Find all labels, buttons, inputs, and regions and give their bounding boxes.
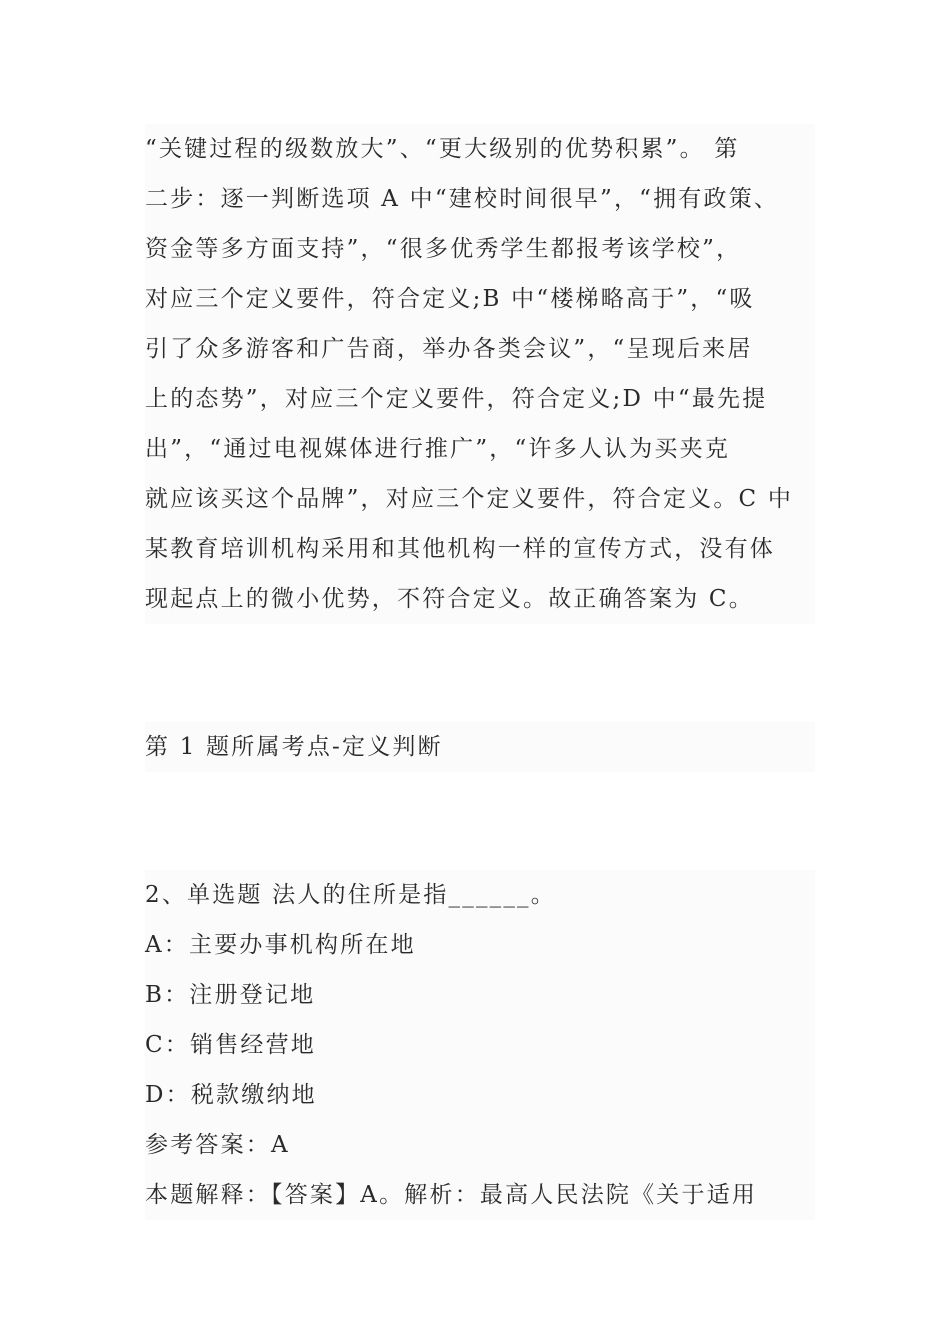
option-c: C：销售经营地 — [145, 1032, 316, 1058]
question-title: 2、单选题 法人的住所是指______。 — [145, 882, 556, 908]
reference-answer: 参考答案：A — [145, 1132, 290, 1158]
option-b: B：注册登记地 — [145, 982, 316, 1008]
explanation-line: 某教育培训机构采用和其他机构一样的宣传方式，没有体 — [145, 536, 775, 562]
topic-label: 第 1 题所属考点-定义判断 — [145, 734, 443, 760]
explanation-line: 引了众多游客和广告商，举办各类会议”，“呈现后来居 — [145, 336, 753, 362]
answer-analysis: 本题解释：【答案】A。解析：最高人民法院《关于适用 — [145, 1182, 758, 1208]
explanation-line: 对应三个定义要件，符合定义;B 中“楼梯略高于”，“吸 — [145, 286, 755, 312]
explanation-line: 现起点上的微小优势，不符合定义。故正确答案为 C。 — [145, 586, 754, 612]
explanation-line: 二步：逐一判断选项 A 中“建校时间很早”，“拥有政策、 — [145, 186, 780, 212]
option-d: D：税款缴纳地 — [145, 1082, 317, 1108]
topic-section — [145, 722, 815, 772]
explanation-paragraph — [145, 124, 815, 624]
option-a: A：主要办事机构所在地 — [145, 932, 416, 958]
explanation-line: 就应该买这个品牌”，对应三个定义要件，符合定义。C 中 — [145, 486, 794, 512]
question-section — [145, 870, 815, 1220]
explanation-line: 上的态势”，对应三个定义要件，符合定义;D 中“最先提 — [145, 386, 768, 412]
explanation-line: 出”，“通过电视媒体进行推广”，“许多人认为买夹克 — [145, 436, 731, 462]
explanation-line: 资金等多方面支持”，“很多优秀学生都报考该学校”， — [145, 236, 742, 262]
explanation-line: “关键过程的级数放大”、“更大级别的优势积累”。 第 — [145, 136, 740, 162]
